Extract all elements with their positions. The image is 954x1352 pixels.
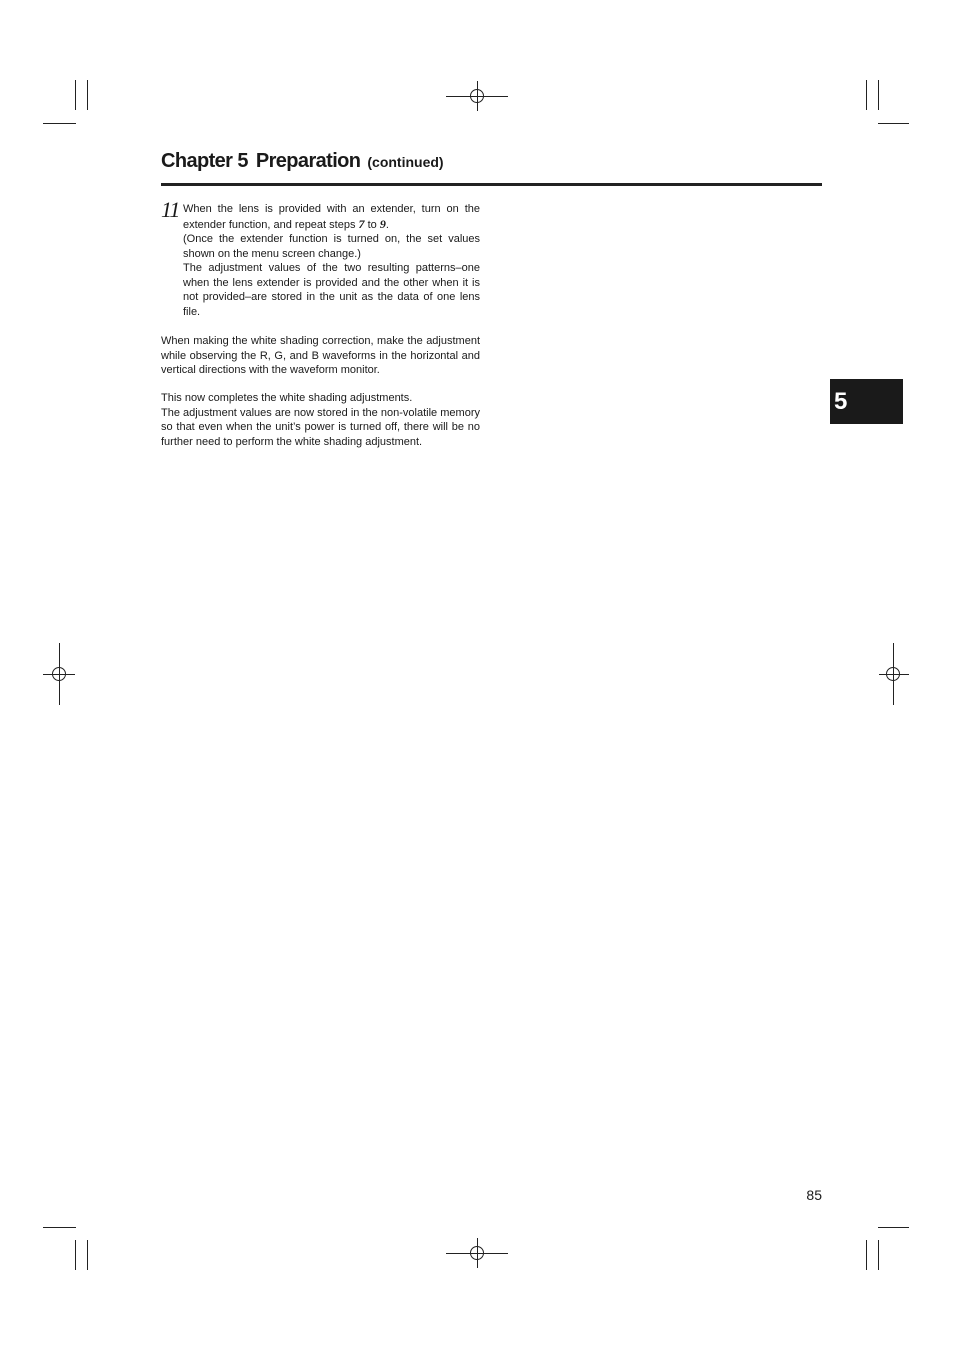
completion-paragraph [161, 391, 480, 449]
crop-mark [878, 80, 879, 110]
chapter-title: Preparation [255, 150, 361, 172]
memory-text: The adjustment values are now stored in the non-volatile memory so that even when the unit’s power is turned off, there will be no further need to perform the white shading adjustment. [161, 406, 480, 448]
crop-mark [87, 1240, 88, 1270]
crop-mark [43, 1227, 76, 1228]
registration-circle-icon [52, 667, 66, 681]
registration-circle-icon [470, 1246, 484, 1260]
continued-label: (continued) [367, 154, 444, 170]
crop-mark [87, 80, 88, 110]
registration-circle-icon [470, 89, 484, 103]
page-number: 85 [806, 1187, 822, 1203]
step-note: (Once the extender function is turned on, the set values shown on the menu screen change.) [183, 233, 480, 260]
crop-mark [878, 1240, 879, 1270]
page-title [161, 150, 444, 173]
chapter-label: Chapter 5 [161, 150, 248, 172]
chapter-header [161, 148, 822, 186]
step-instruction: When the lens is provided with an extender, turn on the extender function, and repeat steps 7 to 9. [183, 203, 480, 231]
chapter-tab: 5 [830, 379, 903, 424]
step-ref-from: 7 [358, 216, 365, 231]
crop-mark [878, 1227, 909, 1228]
crop-mark [878, 123, 909, 124]
step-body [183, 202, 480, 319]
step-ref-to: 9 [379, 216, 386, 231]
registration-circle-icon [886, 667, 900, 681]
completion-text: This now completes the white shading adjustments. [161, 392, 413, 404]
crop-mark [43, 123, 76, 124]
step-detail: The adjustment values of the two resulting patterns–one when the lens extender is provided and the other when it is not provided–are stored in the unit as the data of one lens file. [183, 262, 480, 318]
crop-mark [866, 80, 867, 110]
crop-mark [75, 1240, 76, 1270]
waveform-paragraph: When making the white shading correction, make the adjustment while observing the R, G, and B waveforms in the horizontal and vertical directions with the waveform monitor. [161, 335, 480, 376]
step-number: 11 [161, 197, 180, 222]
crop-mark [866, 1240, 867, 1270]
crop-mark [75, 80, 76, 110]
